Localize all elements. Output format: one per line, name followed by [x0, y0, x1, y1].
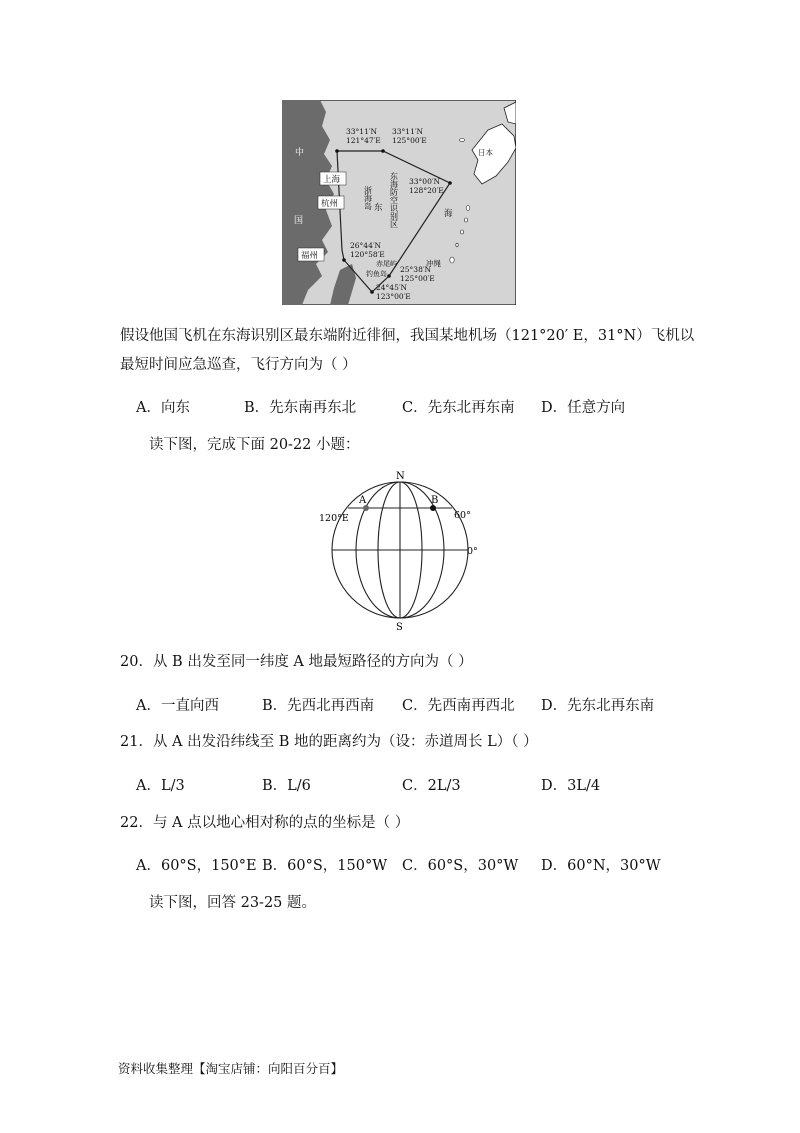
q21-option-a: A．L/3 [136, 778, 185, 794]
label-okinawa: 冲绳 [426, 259, 441, 268]
q21-option-b: B．L/6 [262, 778, 311, 794]
coord-pt6: 24°45′N 123°00′E [376, 283, 411, 301]
globe-graticule-figure [315, 468, 490, 634]
label-diaoyu: 钓鱼岛 [366, 270, 387, 278]
label-lat-60: 60° [454, 510, 471, 521]
label-chiwei: 赤尾屿 [376, 260, 397, 268]
q19-option-c: C．先东北再东南 [402, 400, 515, 416]
label-shanghai: 上海 [323, 175, 341, 185]
coord-pt1: 33°11′N 121°47′E [346, 127, 381, 145]
label-dong: 东 [374, 203, 383, 213]
label-120e: 120°E [319, 513, 349, 524]
label-sea-hai: 海 [444, 209, 453, 219]
q22-option-d: D．60°N，30°W [541, 858, 661, 874]
label-point-b: B [431, 495, 439, 506]
label-zone: 东海防空识别区 [389, 172, 399, 228]
label-japan: 日本 [478, 148, 493, 157]
q19-option-a: A．向东 [136, 400, 190, 416]
q20-option-c: C．先西南再西北 [402, 698, 515, 714]
q19-option-b: B．先东南再东北 [244, 400, 357, 416]
label-hangzhou: 杭州 [321, 199, 339, 209]
intro-20-22: 读下图，完成下面 20-22 小题： [149, 437, 360, 453]
east-china-sea-adiz-map [282, 100, 516, 305]
q20-option-b: B．先西北再西南 [262, 698, 375, 714]
q19-stem-line1: 假设他国飞机在东海识别区最东端附近徘徊，我国某地机场（121°20′ E，31°N）飞机以 [120, 328, 695, 344]
label-guo: 国 [294, 216, 304, 226]
label-zhong: 中 [295, 148, 305, 158]
coord-pt4: 26°44′N 120°58′E [350, 241, 385, 259]
q19-option-d: D．任意方向 [541, 400, 626, 416]
q22-option-a: A．60°S，150°E [136, 858, 257, 874]
q22-option-b: B．60°S，150°W [262, 858, 388, 874]
q20-option-a: A．一直向西 [136, 698, 219, 714]
label-south: S [396, 622, 403, 633]
label-north: N [396, 471, 405, 482]
q21-option-c: C．2L/3 [402, 778, 461, 794]
q22-option-c: C．60°S，30°W [402, 858, 519, 874]
page-footer: 资料收集整理【淘宝店铺：向阳百分百】 [118, 1061, 344, 1076]
q19-stem-line2: 最短时间应急巡查，飞行方向为（ ） [120, 357, 357, 373]
q22-stem: 22．与 A 点以地心相对称的点的坐标是（ ） [120, 815, 410, 831]
coord-pt2: 33°11′N 125°00′E [392, 127, 427, 145]
label-fuzhou: 福州 [301, 251, 319, 261]
coord-pt3: 33°00′N 128°20′E [409, 177, 444, 195]
coord-pt5: 25°38′N 125°00′E [400, 265, 435, 283]
q20-option-d: D．先东北再东南 [541, 698, 655, 714]
label-lat-0: 0° [467, 546, 478, 557]
q21-option-d: D．3L/4 [541, 778, 601, 794]
q20-stem: 20．从 B 出发至同一纬度 A 地最短路径的方向为（ ） [120, 654, 473, 670]
label-zhejiang-coast: 浙海岛 [363, 186, 373, 210]
intro-23-25: 读下图，回答 23-25 题。 [149, 895, 317, 911]
label-point-a: A [359, 495, 367, 506]
q21-stem: 21．从 A 出发沿纬线至 B 地的距离约为（设：赤道周长 L）（ ） [120, 734, 538, 750]
